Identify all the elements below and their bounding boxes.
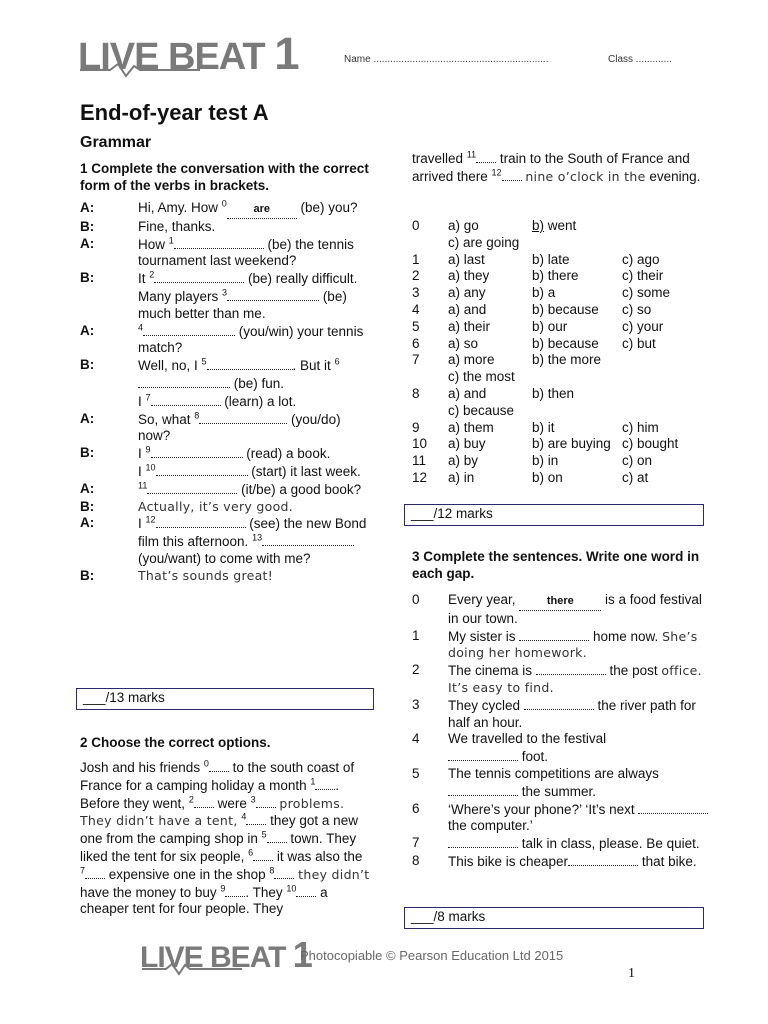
handwritten-sounds-great: That’s sounds great! (138, 567, 274, 583)
page-number: 1 (628, 966, 635, 981)
option-row (412, 436, 712, 453)
gap-10[interactable] (156, 463, 248, 476)
option-choice[interactable]: b) there (532, 268, 579, 284)
question-2-passage: 2 Choose the correct options. Josh and his friends $^0$ to the south coast of France for a camping holiday a month $^1$ . Before they went, $^2$ were $^3$ problems. They didn’t have a tent, $^4$ they got a new one from the camping shop in $^5$ town. They liked the tent for six people, $^6$ it was also the $^7$ expensive one in the shop $^8$ they didn’t have the money to buy $^9$ . They $^{10}$ a cheaper tent for four people. They (80, 735, 370, 917)
q1-instruction: 1 Complete the conversation with the correct form of the verbs in brackets. (80, 161, 369, 193)
option-choice[interactable]: c) on (622, 453, 653, 469)
q3-gap-5[interactable] (448, 783, 518, 796)
passage-gap-9[interactable] (225, 884, 245, 897)
option-number: 5 (412, 318, 420, 334)
q3-gap-4[interactable] (448, 748, 518, 761)
option-number: 11 (412, 453, 427, 469)
passage-gap-0[interactable] (209, 759, 229, 772)
option-row (412, 218, 712, 235)
option-choice[interactable]: b) a (532, 285, 556, 301)
handwritten-homework: She’s doing her homework. (448, 628, 698, 661)
option-choice[interactable]: a) so (448, 335, 479, 351)
option-number: 12 (412, 469, 428, 485)
option-choice[interactable]: a) go (448, 218, 479, 233)
q3-gap-6[interactable] (638, 801, 708, 814)
option-choice[interactable]: a) last (448, 251, 485, 267)
option-choice[interactable]: c) because (448, 402, 515, 418)
option-row (412, 252, 712, 269)
option-choice[interactable]: c) ago (622, 251, 660, 267)
option-choice[interactable]: b) went (532, 218, 577, 233)
passage-gap-8[interactable] (274, 866, 294, 879)
name-field[interactable]: Name ............................................................... (344, 54, 549, 65)
logo-wave-icon (80, 62, 200, 78)
option-choice[interactable]: c) their (622, 268, 664, 284)
option-choice[interactable]: a) buy (448, 436, 486, 452)
passage-gap-6[interactable] (253, 848, 273, 861)
footer-wave-icon (142, 962, 242, 976)
question-1: 1 Complete the conversation with the correct form of the verbs in brackets. A: Hi, Amy. How $^0$ are (be) you? B: Fine, thanks. A: How $^1$ (be) the tennis tournament last weekend? B: It $^2$ (be) really difficult. Many players $^3$ (be) much better than me. A: $^4$ (you/win) your tennis match? B: Well, no, I $^5$ . But it $^6$ (be) fun. I $^7$ (learn) a lot. A: So, what $^8$ (you/do) now? B: I $^9$ (read) a book. I $^{10}$ (start) it last week. A: $^{11}$ (it/be) a good book? B: Actually, it’s very good. A: I $^{12}$ (see) the new Bond film this afternoon. $^{13}$ (you/want) to come with me? B: That’s sounds great! (80, 161, 369, 583)
option-number: 3 (412, 285, 420, 301)
q3-marks-box: ___/8 marks (404, 907, 704, 929)
option-choice[interactable]: a) by (448, 453, 479, 469)
gap-1[interactable] (174, 236, 264, 249)
q3-gap-2[interactable] (536, 662, 606, 675)
option-choice[interactable]: a) more (448, 352, 495, 368)
gap-7[interactable] (151, 393, 221, 406)
option-choice[interactable]: a) and (448, 301, 487, 317)
question-3: 3 Complete the sentences. Write one word in each gap. 0 Every year, there is a food festival in our town. 1 My sister is home now. She’s doing her homework. 2 The cinema is the post office. It’s easy to find. 3 They cycled the river path for half an hour. 4 We travelled to the festival foot. 5 The tennis competitions are always the summer. 6 ‘Where’s your phone?’ ‘It’s next the computer.’ 7 talk in class, please. Be quiet. 8 This bike is cheaper that bike. (412, 548, 712, 871)
option-row (412, 352, 712, 369)
option-choice[interactable]: b) it (532, 419, 555, 435)
q3-instruction: 3 Complete the sentences. Write one word in each gap. (412, 549, 700, 581)
gap-3[interactable] (227, 288, 319, 301)
gap-8[interactable] (199, 411, 287, 424)
option-row (412, 268, 712, 285)
q2-instruction: 2 Choose the correct options. (80, 735, 271, 750)
section-title: Grammar (80, 134, 152, 151)
option-row (412, 302, 712, 319)
option-choice[interactable]: c) the most (448, 369, 515, 385)
option-choice[interactable]: a) they (448, 268, 490, 284)
option-row (412, 336, 712, 353)
option-row-continued (412, 403, 712, 420)
option-row-continued (412, 235, 712, 252)
option-choice[interactable]: b) then (532, 385, 575, 401)
option-row (412, 470, 712, 487)
spacer (412, 235, 448, 252)
gap-13[interactable] (262, 533, 354, 546)
q3-gap-3[interactable] (524, 697, 594, 710)
option-number: 9 (412, 419, 420, 435)
option-choice[interactable]: a) them (448, 419, 494, 435)
option-number: 6 (412, 335, 420, 351)
option-choice[interactable]: a) their (448, 318, 491, 334)
option-choice[interactable]: a) and (448, 385, 487, 401)
handwritten-office: office. It’s easy to find. (448, 663, 702, 695)
option-choice[interactable]: c) so (622, 301, 652, 317)
passage-gap-3[interactable] (256, 795, 276, 808)
passage-gap-1[interactable] (315, 777, 335, 790)
option-choice[interactable]: b) late (532, 251, 570, 267)
option-row (412, 285, 712, 302)
option-choice[interactable]: c) some (622, 285, 671, 301)
gap-5[interactable] (207, 357, 293, 370)
footer-logo: LIVE BEAT 1 (140, 934, 312, 975)
option-choice[interactable]: a) in (448, 469, 475, 485)
passage-gap-10[interactable] (296, 884, 316, 897)
passage-gap-11[interactable] (476, 150, 496, 163)
option-choice[interactable]: c) at (622, 469, 649, 485)
q1-example-answer: are (227, 201, 297, 219)
passage-gap-5[interactable] (267, 830, 287, 843)
option-row (412, 386, 712, 403)
option-choice[interactable]: b) our (532, 318, 568, 334)
handwritten-they-didnt: they didn’t (298, 866, 370, 882)
question-2-passage-continued: travelled $^{11}$ train to the South of France and arrived there $^{12}$ nine o’clock in the evening. (412, 149, 701, 184)
q3-gap-7[interactable] (448, 835, 518, 848)
option-number: 4 (412, 301, 420, 317)
option-choice[interactable]: b) because (532, 335, 599, 351)
passage-gap-12[interactable] (502, 168, 522, 181)
option-number: 8 (412, 385, 420, 401)
option-number: 2 (412, 268, 420, 284)
q3-gap-8[interactable] (568, 853, 638, 866)
passage-gap-7[interactable] (85, 866, 105, 879)
gap-11[interactable] (147, 481, 237, 494)
page-title: End-of-year test A (80, 100, 269, 125)
option-choice[interactable]: b) in (532, 453, 559, 469)
q2-options (412, 218, 712, 487)
handwritten-problems: problems. They didn’t have a tent, (80, 795, 345, 829)
copyright-text: Photocopiable © Pearson Education Ltd 2015 (300, 948, 564, 963)
option-row (412, 453, 712, 470)
option-choice[interactable]: c) but (622, 335, 656, 351)
passage-gap-2[interactable] (194, 795, 214, 808)
gap-9[interactable] (151, 445, 243, 458)
option-number: 1 (412, 251, 420, 267)
option-choice[interactable]: c) your (622, 318, 664, 334)
gap-2[interactable] (154, 270, 244, 283)
spacer (412, 369, 448, 386)
gap-6[interactable] (138, 375, 230, 388)
option-number: 0 (412, 218, 420, 233)
option-row (412, 319, 712, 336)
q3-example-answer: there (519, 593, 601, 611)
handwritten-nine: nine o’clock in the (525, 168, 646, 184)
option-number: 7 (412, 352, 420, 368)
option-choice[interactable]: b) because (532, 301, 599, 317)
q3-gap-1[interactable] (519, 628, 589, 641)
class-field[interactable]: Class ............. (608, 54, 672, 65)
gap-12[interactable] (156, 515, 246, 528)
handwritten-actually: Actually, it’s very good. (138, 498, 294, 514)
q1-marks-box: ___/13 marks (76, 688, 374, 710)
option-row (412, 420, 712, 437)
option-choice[interactable]: a) any (448, 285, 486, 301)
q2-marks-box: ___/12 marks (404, 504, 704, 526)
option-number: 10 (412, 436, 428, 452)
passage-gap-4[interactable] (246, 812, 266, 825)
option-choice[interactable]: c) bought (622, 436, 679, 452)
option-choice[interactable]: c) him (622, 419, 659, 435)
option-choice[interactable]: b) on (532, 469, 563, 485)
option-choice[interactable]: b) the more (532, 352, 602, 368)
option-choice[interactable]: c) are going (448, 234, 520, 250)
gap-4[interactable] (143, 323, 235, 336)
spacer (412, 403, 448, 420)
option-row-continued (412, 369, 712, 386)
live-beat-logo: LIVE BEAT 1 (78, 28, 299, 79)
option-choice[interactable]: b) are buying (532, 436, 611, 452)
